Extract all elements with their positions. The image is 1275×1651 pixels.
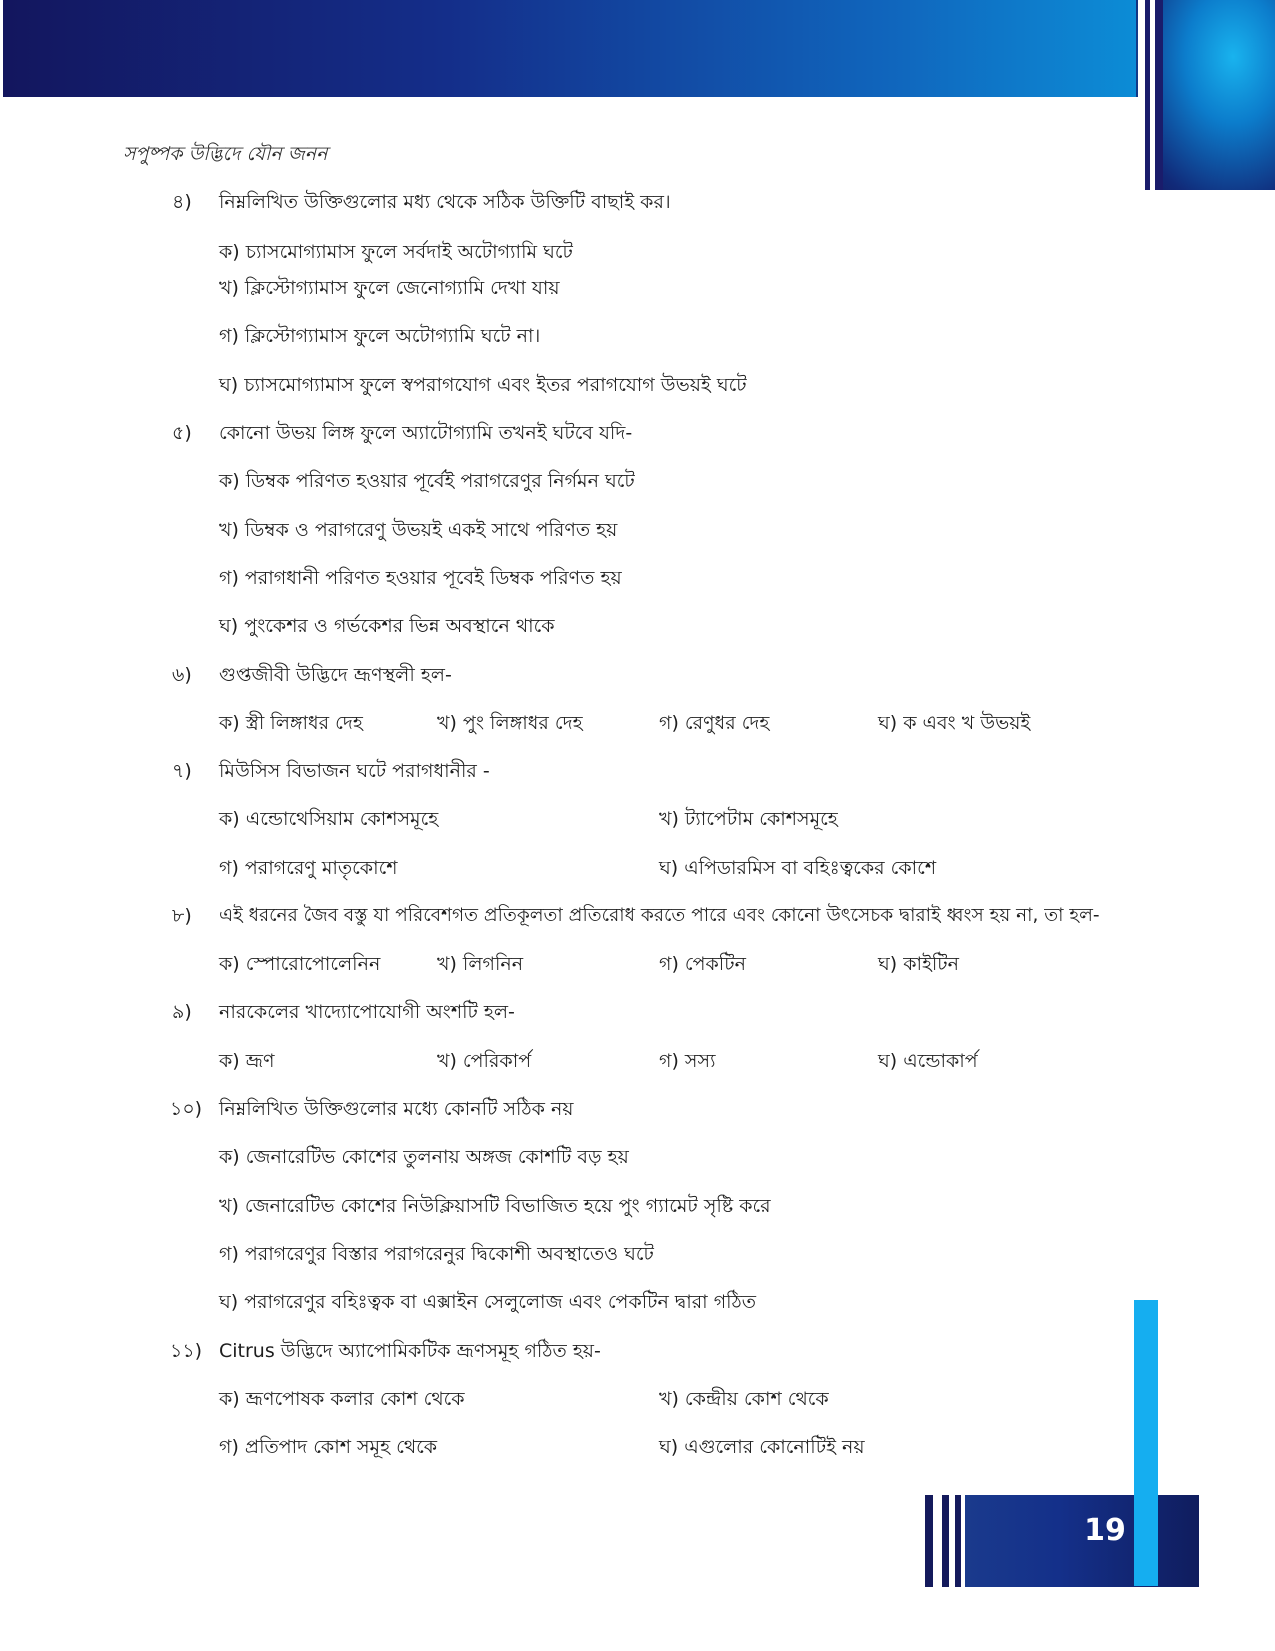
question-number: ৮) xyxy=(172,905,192,927)
option-kha: খ) ক্লিস্টোগ্যামাস ফুলে জেনোগ্যামি দেখা যায় xyxy=(219,277,560,299)
question-text: মিউসিস বিভাজন ঘটে পরাগধানীর - xyxy=(219,760,490,782)
question-number: ৭) xyxy=(172,760,192,782)
option-ka: ক) ভ্রূণপোষক কলার কোশ থেকে xyxy=(219,1388,465,1410)
question-text: কোনো উভয় লিঙ্গ ফুলে অ্যাটোগ্যামি তখনই ঘটবে যদি- xyxy=(219,422,633,444)
header-stripe xyxy=(1155,0,1163,190)
footer-stripe xyxy=(942,1495,949,1587)
page-number: 19 xyxy=(1084,1513,1126,1548)
option-kha: খ) লিগনিন xyxy=(437,953,524,975)
option-ka: ক) স্ত্রী লিঙ্গাধর দেহ xyxy=(219,712,363,734)
header-gap xyxy=(1128,97,1138,190)
question-number: ১০) xyxy=(170,1098,203,1120)
option-kha: খ) পেরিকার্প xyxy=(437,1050,532,1072)
option-ga: গ) রেণুধর দেহ xyxy=(659,712,770,734)
option-gha: ঘ) কাইটিন xyxy=(878,953,960,975)
header-banner xyxy=(3,0,1275,97)
question-text: এই ধরনের জৈব বস্তু যা পরিবেশগত প্রতিকূলতা প্রতিরোধ করতে পারে এবং কোনো উৎসেচক দ্বারাই ধ্বংস হয় না, তা হল- xyxy=(219,905,1100,926)
option-ka: ক) ডিম্বক পরিণত হওয়ার পূর্বেই পরাগরেণুর নির্গমন ঘটে xyxy=(219,470,635,492)
option-kha: খ) ট্যাপেটাম কোশসমূহে xyxy=(659,808,838,830)
question-number: ৯) xyxy=(172,1001,192,1023)
option-gha: ঘ) ক এবং খ উভয়ই xyxy=(878,712,1031,734)
option-gha: ঘ) পরাগরেণুর বহিঃত্বক বা এক্সাইন সেলুলোজ এবং পেকটিন দ্বারা গঠিত xyxy=(219,1291,757,1313)
option-kha: খ) কেন্দ্রীয় কোশ থেকে xyxy=(659,1388,829,1410)
option-gha: ঘ) এন্ডোকার্প xyxy=(878,1050,978,1072)
option-kha: খ) পুং লিঙ্গাধর দেহ xyxy=(437,712,583,734)
option-ka: ক) ভ্রূণ xyxy=(219,1050,275,1072)
option-ga: গ) ক্লিস্টোগ্যামাস ফুলে অটোগ্যামি ঘটে না। xyxy=(219,325,541,347)
option-ka: ক) জেনারেটিভ কোশের তুলনায় অঙ্গজ কোশটি বড় হয় xyxy=(219,1146,629,1168)
option-ka: ক) স্পোরোপোলেনিন xyxy=(219,953,381,975)
question-number: ১১) xyxy=(170,1340,203,1362)
option-ga: গ) পরাগধানী পরিণত হওয়ার পূবেই ডিম্বক পরিণত হয় xyxy=(219,567,622,589)
question-text: গুপ্তজীবী উদ্ভিদে ভ্রূণস্থলী হল- xyxy=(219,664,452,686)
option-ka: ক) এন্ডোথেসিয়াম কোশসমূহে xyxy=(219,808,439,830)
running-title: সপুষ্পক উদ্ভিদে যৌন জনন xyxy=(123,143,328,165)
option-ga: গ) সস্য xyxy=(659,1050,716,1072)
accent-bar xyxy=(1134,1495,1158,1586)
question-text: নারকেলের খাদ্যোপোযোগী অংশটি হল- xyxy=(219,1001,515,1023)
header-stripe xyxy=(1138,0,1145,190)
option-ka: ক) চ্যাসমোগ্যামাস ফুলে সর্বদাই অটোগ্যামি ঘটে xyxy=(219,241,573,263)
option-ga: গ) পরাগরেণুর বিস্তার পরাগরেনুর দ্বিকোশী অবস্থাতেও ঘটে xyxy=(219,1243,654,1265)
question-text: Citrus উদ্ভিদে অ্যাপোমিকটিক ভ্রূণসমূহ গঠিত হয়- xyxy=(219,1340,601,1362)
question-number: ৫) xyxy=(172,422,192,444)
header-stripe xyxy=(1145,0,1150,190)
footer-stripe xyxy=(925,1495,933,1587)
option-gha: ঘ) চ্যাসমোগ্যামাস ফুলে স্বপরাগযোগ এবং ইতর পরাগযোগ উভয়ই ঘটে xyxy=(219,374,747,396)
option-kha: খ) জেনারেটিভ কোশের নিউক্লিয়াসটি বিভাজিত হয়ে পুং গ্যামেট সৃষ্টি করে xyxy=(219,1195,771,1217)
option-ga: গ) পেকটিন xyxy=(659,953,746,975)
option-gha: ঘ) এপিডারমিস বা বহিঃত্বকের কোশে xyxy=(659,857,937,879)
option-kha: খ) ডিম্বক ও পরাগরেণু উভয়ই একই সাথে পরিণত হয় xyxy=(219,519,618,541)
option-gha: ঘ) এগুলোর কোনোটিই নয় xyxy=(659,1436,865,1458)
option-gha: ঘ) পুংকেশর ও গর্ভকেশর ভিন্ন অবস্থানে থাকে xyxy=(219,615,555,637)
question-text: নিম্নলিখিত উক্তিগুলোর মধ্যে কোনটি সঠিক নয় xyxy=(219,1098,574,1120)
option-ga: গ) প্রতিপাদ কোশ সমূহ থেকে xyxy=(219,1436,438,1458)
option-ga: গ) পরাগরেণু মাতৃকোশে xyxy=(219,857,398,879)
footer-stripe xyxy=(955,1495,961,1587)
question-text: নিম্নলিখিত উক্তিগুলোর মধ্য থেকে সঠিক উক্তিটি বাছাই কর। xyxy=(219,191,671,213)
question-number: ৪) xyxy=(172,191,192,213)
question-number: ৬) xyxy=(172,664,192,686)
